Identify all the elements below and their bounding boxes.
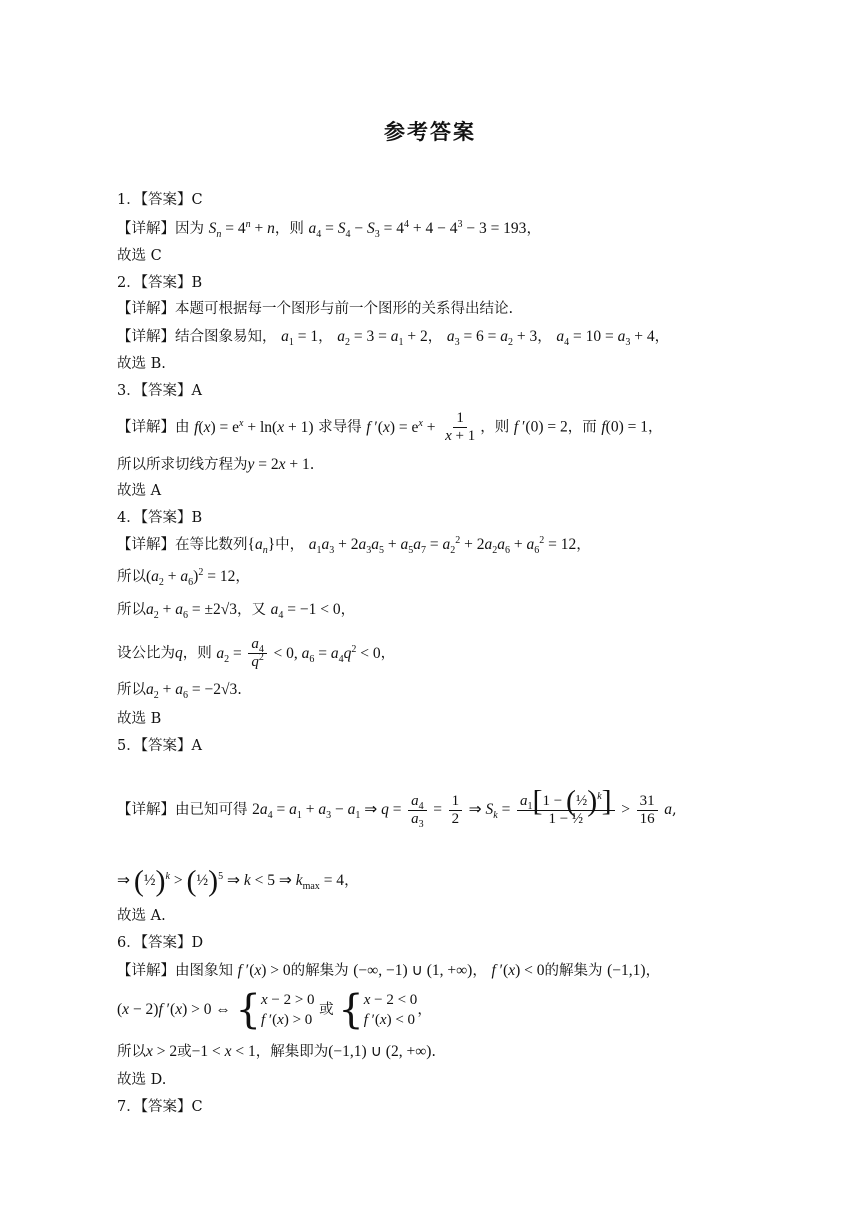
q2-detail-1: 【详解】本题可根据每一个图形与前一个图形的关系得出结论. bbox=[117, 301, 514, 317]
q6-line2: (x − 2)f ′(x) > 0 ⇔ { x − 2 > 0 f ′(x) > 0 或 { x − 2 < 0 f ′(x) < 0 ， bbox=[117, 987, 432, 1033]
q4-detail: 【详解】在等比数列$\{a_n\}$中， $a_1a_3 + 2a_3a_5 + a_5a_7 = a_2^2 + 2a_2a_6 + a_6^2 = 12$， bbox=[117, 534, 591, 557]
q5-line2: ⇒ (½)$^k$ > (½)$^5$ ⇒ k < 5 ⇒ $k_{max} = 4$， bbox=[117, 864, 359, 898]
q1-answer: 1．【答案】C bbox=[117, 192, 203, 208]
q6-detail: 【详解】由图象知 f ′(x) > 0的解集为 (−∞, −1) ∪ (1, +∞)， f ′(x) < 0的解集为 (−1,1)， bbox=[117, 962, 661, 979]
q7-answer: 7．【答案】C bbox=[117, 1099, 203, 1115]
q5-detail: 【详解】由已知可得 $2a_4 = a_1 + a_3 - a_1$ ⇒ q = $\frac{a_4}{a_3}$ = $\frac{1}{2}$ ⇒ $S_k$ = $\frac{a_1[1 - (\frac{1}{2})^k]}{\text{1 − ½}}$ > $\frac{31}{16}$ a, bbox=[117, 784, 677, 830]
q1-detail: 【详解】因为 $S_n = 4^n + n$，则 $a_4 = S_4 - S_3 = 4^4 + 4 - 4^3 - 3 = 193$， bbox=[117, 218, 541, 241]
q6-conclusion: 故选 D. bbox=[117, 1072, 167, 1088]
q3-answer: 3．【答案】A bbox=[117, 383, 202, 399]
q4-line2: 所以$(a_2 + a_6)^2 = 12$， bbox=[117, 566, 250, 589]
q2-conclusion: 故选 B. bbox=[117, 356, 166, 372]
q6-line3: 所以x > 2或−1 < x < 1，解集即为(−1,1) ∪ (2, +∞). bbox=[117, 1043, 437, 1060]
q4-line5: 所以$a_2 + a_6 = -2√3$. bbox=[117, 681, 242, 702]
q4-answer: 4．【答案】B bbox=[117, 510, 203, 526]
q2-answer: 2．【答案】B bbox=[117, 275, 203, 291]
q3-line2: 所以所求切线方程为y = 2x + 1. bbox=[117, 456, 315, 473]
q6-answer: 6．【答案】D bbox=[117, 935, 204, 951]
q4-line3: 所以$a_2 + a_6 = \pm 2√3$，又 $a_4 = -1 < 0$， bbox=[117, 601, 356, 622]
q3-detail: 【详解】由 $f(x) = e^x + \ln(x + 1)$ 求导得 f $'(x) = e^x$ + $\frac{1}{x + 1}$ ，则 f ′(0) = 2，而 f(0) = 1， bbox=[117, 410, 663, 444]
page-title: 参考答案 bbox=[384, 120, 476, 144]
q1-conclusion: 故选 C bbox=[117, 248, 162, 264]
q4-conclusion: 故选 B bbox=[117, 711, 162, 727]
q5-conclusion: 故选 A. bbox=[117, 908, 166, 924]
q3-conclusion: 故选 A bbox=[117, 483, 162, 499]
q2-detail-2: 【详解】结合图象易知， $a_1 = 1$， $a_2 = 3 = a_1 + 2$， $a_3 = 6 = a_2 + 3$， $a_4 = 10 = a_3 + 4$， bbox=[117, 328, 670, 349]
q4-line4: 设公比为q，则 $a_2$ = $\frac{a_4}{q^2}$ < 0, $a_6 = a_4q^2 < 0$， bbox=[117, 636, 396, 670]
q5-answer: 5．【答案】A bbox=[117, 738, 202, 754]
